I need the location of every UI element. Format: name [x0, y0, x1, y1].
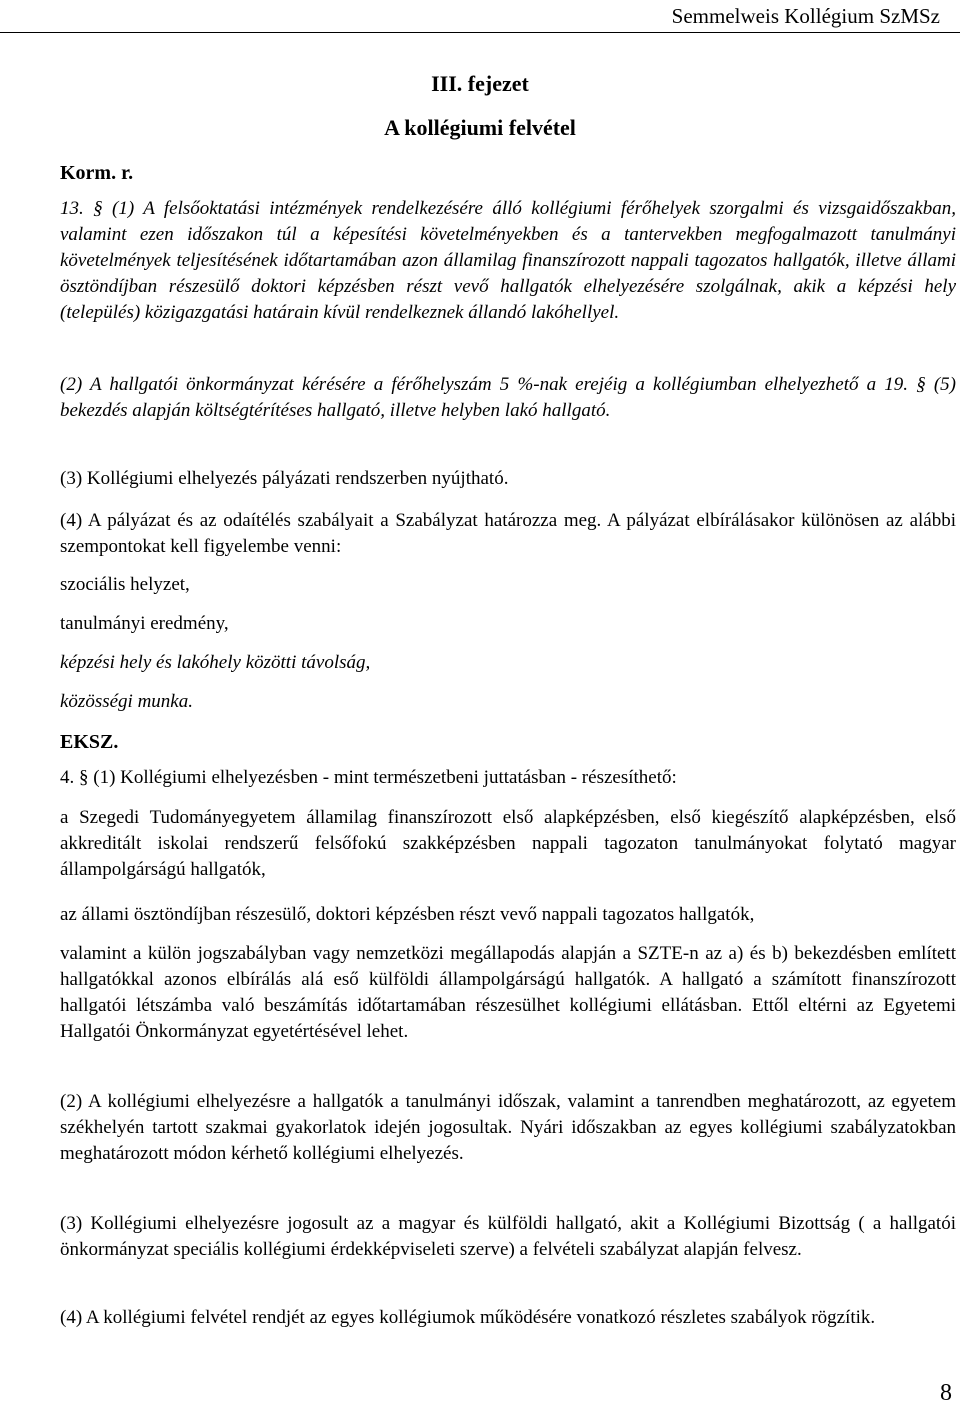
criteria-item: képzési hely és lakóhely közötti távolság, — [60, 652, 371, 673]
criteria-item: tanulmányi eredmény, — [60, 613, 229, 634]
section-13-paragraph-3: (3) Kollégiumi elhelyezés pályázati rendszerben nyújtható. — [60, 468, 509, 489]
section-4-paragraph-1c: valamint a külön jogszabályban vagy nemzetközi megállapodás alapján a SZTE-n az a) és b) bekezdésben említett hallgatókkal azonos elbírálás alá eső külföldi állampolgárságú hallgatók. A hallgató a számított finanszírozott hallgatói létszámba való beszámítás időtartamában részesülhet kollégiumi ellátásban. Ettől eltérni az Egyetemi Hallgatói Önkormányzat egyetértésével lehet. — [60, 943, 956, 1042]
section-4-paragraph-3: (3) Kollégiumi elhelyezésre jogosult az a magyar és külföldi hallgató, akit a Kollégiumi Bizottság ( a hallgatói önkormányzat speciális kollégiumi érdekképviseleti szerve) a felvételi szabályzat alapján felvesz. — [60, 1213, 956, 1260]
criteria-item: közösségi munka. — [60, 691, 193, 712]
page-number: 8 — [940, 1380, 952, 1406]
source-label-eksz: EKSZ. — [60, 731, 119, 753]
chapter-title: A kollégiumi felvétel — [384, 115, 576, 140]
section-4-paragraph-1a: a Szegedi Tudományegyetem államilag finanszírozott első alapképzésben, első kiegészítő alapképzésben, első akkreditált iskolai rendszerű felsőfokú szakképzésben nappali tagozaton tanulmányokat folytató magyar állampolgárságú hallgatók, — [60, 807, 956, 880]
section-4-paragraph-2: (2) A kollégiumi elhelyezésre a hallgatók a tanulmányi időszak, valamint a tanrendben meghatározott, az egyetem székhelyén tartott szakmai gyakorlatok idején jogosultak. Nyári időszakban az egyes kollégiumi szabályzatokban meghatározott módon kérhető kollégiumi elhelyezés. — [60, 1091, 956, 1164]
section-13-paragraph-2: (2) A hallgatói önkormányzat kérésére a férőhelyszám 5 %-nak erejéig a kollégiumban elhelyezhető a 19. § (5) bekezdés alapján költségtérítéses hallgató, illetve helyben lakó hallgató. — [60, 374, 956, 421]
running-header: Semmelweis Kollégium SzMSz — [671, 4, 940, 28]
header-rule — [0, 32, 960, 33]
section-4-paragraph-1b: az állami ösztöndíjban részesülő, doktori képzésben részt vevő nappali tagozatos hallgatók, — [60, 904, 755, 925]
section-13-paragraph-1: 13. § (1) A felsőoktatási intézmények rendelkezésére álló kollégiumi férőhelyek szorgalmi és vizsgaidőszakban, valamint ezen időszakon túl a képesítési követelményekben és a tantervekben megfogalmazott tanulmányi követelmények teljesítésének időtartamában azon államilag finanszírozott nappali tagozatos hallgatók, illetve állami ösztöndíjban részesülő doktori képzésben részt vevő hallgatók elhelyezésére szolgálnak, akik a képzési hely (település) közigazgatási határain kívül rendelkeznek állandó lakóhellyel. — [60, 198, 956, 323]
section-4-paragraph-1: 4. § (1) Kollégiumi elhelyezésben - mint természetbeni juttatásban - részesíthető: — [60, 767, 677, 788]
source-label-korm: Korm. r. — [60, 162, 134, 184]
criteria-item: szociális helyzet, — [60, 574, 190, 595]
section-4-paragraph-4: (4) A kollégiumi felvétel rendjét az egyes kollégiumok működésére vonatkozó részletes szabályok rögzítik. — [60, 1307, 876, 1328]
section-13-paragraph-4: (4) A pályázat és az odaítélés szabályait a Szabályzat határozza meg. A pályázat elbírálásakor különösen az alábbi szempontokat kell figyelembe venni: — [60, 510, 956, 557]
chapter-number: III. fejezet — [431, 71, 529, 96]
